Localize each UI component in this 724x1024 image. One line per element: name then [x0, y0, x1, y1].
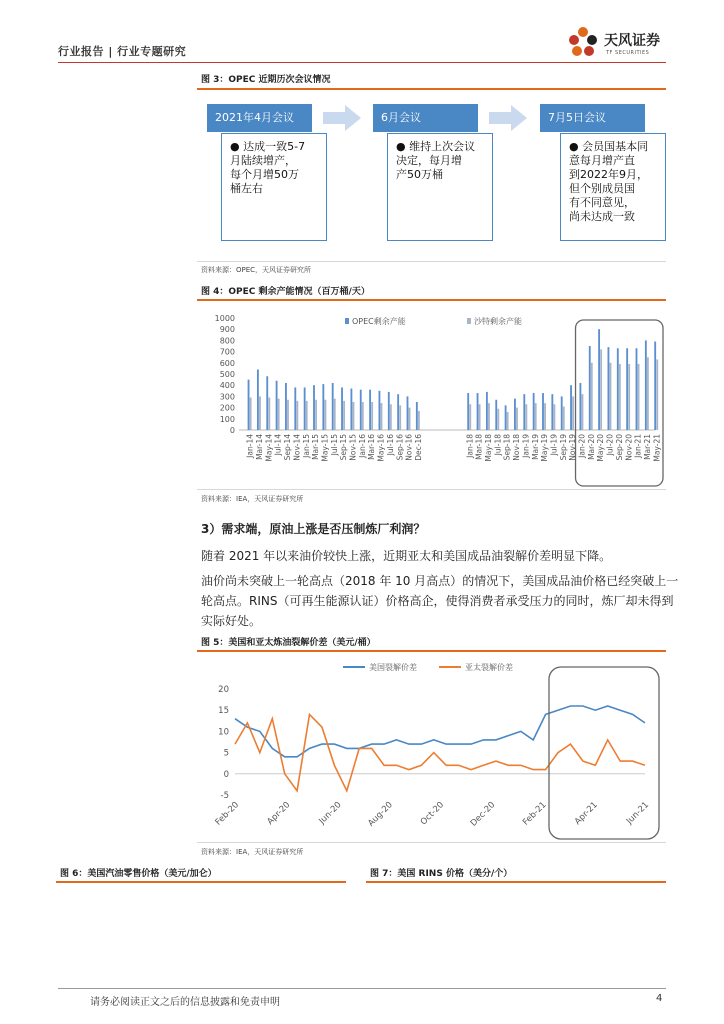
fig3-source: 资料来源：OPEC，天风证券研究所	[201, 266, 312, 274]
x-tick-label: Jan-19	[521, 434, 531, 458]
bar-1-3	[266, 376, 268, 430]
x-tick-label: Jul-19	[549, 434, 559, 456]
x-tick-label: Sep-20	[614, 434, 624, 461]
bar-2-40	[656, 359, 658, 430]
x-tick-label: Mar-14	[255, 434, 265, 460]
bar-2-38	[638, 364, 640, 430]
fig5-source: 资料来源：IEA，天风证券研究所	[201, 848, 304, 856]
x-tick-label: Mar-18	[474, 434, 484, 460]
y-tick-label: 300	[219, 392, 235, 402]
y-tick-label: 500	[219, 370, 235, 379]
bar-2-23	[497, 409, 499, 430]
fig7-title-rule	[366, 881, 666, 883]
bar-1-19	[416, 402, 418, 430]
fig4-bottom-rule	[197, 489, 666, 490]
bar-2-7	[306, 401, 308, 430]
bar-2-28	[544, 403, 546, 430]
bar-1-29	[551, 394, 553, 430]
x-tick-label: Jul-14	[273, 434, 283, 456]
fig6-title: 图 6：美国汽油零售价格（美元/加仑）	[60, 869, 217, 879]
flow-step-1-line-2: 月陆续增产，	[230, 154, 296, 167]
flow-step-2-line-2: 决定，每月增	[396, 154, 462, 167]
bar-2-6	[296, 401, 298, 430]
bar-1-14	[369, 390, 371, 430]
x-tick-label: Jan-20	[577, 434, 587, 458]
x-tick-label: Nov-18	[512, 434, 522, 461]
bar-1-37	[626, 348, 628, 430]
flow-step-3-head: 7月5日会议	[540, 104, 645, 132]
bar-1-11	[341, 387, 343, 430]
bar-2-27	[535, 403, 537, 430]
section-para-2-line-3: 实际好处。	[201, 614, 262, 628]
flow-step-1-line-1: ● 达成一致5-7	[230, 140, 306, 153]
x-tick-label: Jul-20	[605, 434, 615, 456]
x-tick-label: Jun-20	[317, 800, 344, 827]
x-tick-label: Nov-20	[624, 434, 634, 461]
x-tick-label: Sep-15	[339, 434, 349, 461]
bar-2-22	[488, 403, 490, 430]
y-tick-label: 600	[219, 358, 235, 368]
y-tick-label: 20	[218, 685, 229, 695]
series-line-2	[235, 714, 645, 790]
y-tick-label: 15	[218, 706, 229, 717]
x-tick-label: Apr-21	[572, 800, 600, 827]
bar-1-26	[523, 394, 525, 430]
legend-swatch-1	[345, 318, 349, 324]
legend-label-2: 沙特剩余产能	[474, 317, 522, 326]
bar-1-35	[608, 347, 610, 430]
bar-1-31	[570, 385, 572, 430]
bar-2-2	[259, 396, 261, 430]
y-tick-label: 900	[219, 325, 235, 335]
fig3-title-rule	[197, 88, 666, 90]
bar-1-21	[477, 393, 479, 430]
x-tick-label: Nov-19	[568, 434, 578, 461]
x-tick-label: Nov-15	[348, 434, 358, 461]
bar-2-4	[278, 399, 280, 430]
bar-1-34	[598, 329, 600, 430]
bar-1-24	[505, 405, 507, 430]
bar-2-29	[553, 404, 555, 430]
flow-arrow-1-icon	[323, 105, 361, 131]
bar-2-32	[582, 394, 584, 430]
flow-step-1-line-3: 每个月增50万	[230, 168, 299, 181]
legend-label-2: 亚太裂解价差	[465, 663, 513, 672]
bar-1-8	[313, 385, 315, 430]
bar-2-31	[572, 396, 574, 430]
x-tick-label: Dec-20	[468, 800, 498, 829]
x-tick-label: May-15	[320, 434, 330, 462]
flow-step-3-line-6: 尚未达成一致	[569, 210, 635, 223]
footer-disclaimer: 请务必阅读正文之后的信息披露和免责申明	[90, 997, 280, 1008]
x-tick-label: Mar-19	[530, 434, 540, 460]
bar-1-6	[294, 387, 296, 430]
flow-step-1-box	[221, 133, 327, 241]
fig3-bottom-rule	[197, 261, 666, 262]
bar-1-1	[248, 380, 250, 430]
bar-2-15	[381, 403, 383, 430]
x-tick-label: Sep-19	[558, 434, 568, 461]
x-tick-label: Jan-14	[245, 434, 255, 458]
x-tick-label: Sep-16	[395, 434, 405, 461]
section-heading: 3）需求端，原油上涨是否压制炼厂利润？	[201, 522, 426, 536]
y-tick-label: 5	[223, 748, 229, 759]
bar-2-11	[343, 401, 345, 430]
fig5-chart	[197, 653, 667, 841]
bar-1-25	[514, 399, 516, 430]
bar-2-25	[516, 408, 518, 430]
y-tick-label: 0	[223, 769, 229, 780]
bar-1-36	[617, 348, 619, 430]
fig7-title: 图 7：美国 RINS 价格（美分/个）	[370, 869, 513, 879]
footer-divider	[58, 988, 666, 989]
fig4-title-rule	[197, 299, 666, 301]
bar-2-26	[525, 404, 527, 430]
y-tick-label: 100	[219, 414, 235, 424]
bar-1-32	[579, 383, 581, 430]
bar-2-33	[591, 363, 593, 430]
x-tick-label: Jan-18	[465, 434, 475, 458]
x-tick-label: Sep-14	[283, 434, 293, 461]
y-tick-label: 1000	[214, 314, 235, 323]
bar-2-21	[479, 404, 481, 430]
bar-2-10	[334, 399, 336, 430]
bar-1-2	[257, 370, 259, 430]
x-tick-label: Mar-21	[642, 434, 652, 460]
bar-1-15	[379, 391, 381, 430]
bar-1-22	[486, 392, 488, 430]
fig5-title-rule	[197, 650, 666, 652]
x-tick-label: Jan-16	[357, 434, 367, 458]
x-tick-label: Aug-20	[366, 800, 395, 829]
legend-swatch-2	[467, 318, 471, 324]
bar-2-1	[250, 398, 252, 430]
bar-2-19	[418, 411, 420, 430]
bar-1-4	[276, 381, 278, 430]
x-tick-label: Oct-20	[418, 800, 447, 828]
bar-2-16	[390, 404, 392, 430]
bar-1-9	[322, 384, 324, 430]
flow-step-3-line-3: 到2022年9月，	[569, 168, 648, 181]
fig5-bottom-rule	[197, 842, 666, 843]
bar-1-7	[304, 387, 306, 430]
x-tick-label: Jul-16	[385, 434, 395, 456]
x-tick-label: May-18	[484, 434, 494, 462]
section-para-2-line-2: 轮高点。RINS（可再生能源认证）价格高企，使得消费者承受压力的同时，炼厂却未得到	[201, 594, 674, 608]
section-para-2-line-1: 油价尚未突破上一轮高点（2018 年 10 月高点）的情况下，美国成品油价格已经突破上一	[201, 574, 679, 588]
bar-1-33	[589, 346, 591, 430]
bar-2-30	[563, 406, 565, 430]
fig5-title: 图 5：美国和亚太炼油裂解价差（美元/桶）	[201, 638, 376, 648]
flow-step-2-box	[387, 133, 493, 241]
x-tick-label: Jan-15	[301, 434, 311, 458]
fig4-chart	[197, 302, 667, 488]
bar-2-13	[362, 402, 364, 430]
flow-step-2-line-1: ● 维持上次会议	[396, 140, 476, 153]
logo-flower-icon	[566, 24, 600, 60]
bar-2-35	[610, 363, 612, 430]
x-tick-label: Jul-18	[493, 434, 503, 456]
flow-step-3-line-4: 但个别成员国	[569, 182, 635, 195]
bar-2-9	[324, 400, 326, 430]
flow-step-3-line-2: 意每月增产直	[569, 154, 635, 167]
bar-1-30	[561, 396, 563, 430]
bar-2-12	[353, 402, 355, 430]
x-tick-label: May-14	[264, 434, 274, 462]
flow-arrow-2-icon	[489, 105, 527, 131]
fig4-title: 图 4：OPEC 剩余产能情况（百万桶/天）	[201, 287, 370, 297]
fig3-flowchart	[197, 95, 667, 260]
bar-1-39	[645, 340, 647, 430]
x-tick-label: May-21	[652, 434, 662, 462]
bar-2-24	[507, 412, 509, 430]
x-tick-label: Nov-16	[404, 434, 414, 461]
header-title: 行业报告 | 行业专题研究	[58, 45, 187, 58]
bar-1-5	[285, 383, 287, 430]
y-tick-label: 700	[219, 347, 235, 357]
bar-2-34	[600, 349, 602, 430]
x-tick-label: Mar-20	[586, 434, 596, 460]
bar-2-20	[469, 404, 471, 430]
bar-1-16	[388, 392, 390, 430]
x-tick-label: Jul-15	[329, 434, 339, 456]
fig6-title-rule	[56, 881, 346, 883]
section-para-1: 随着 2021 年以来油价较快上涨，近期亚太和美国成品油裂解价差明显下降。	[201, 549, 612, 563]
bar-1-10	[332, 383, 334, 430]
bar-2-39	[647, 357, 649, 430]
bar-1-38	[636, 348, 638, 430]
bar-1-18	[407, 396, 409, 430]
flow-step-2-head: 6月会议	[373, 104, 478, 132]
page-number: 4	[656, 993, 663, 1004]
logo-sub: TF SECURITIES	[606, 50, 650, 56]
x-tick-label: Sep-18	[502, 434, 512, 461]
flow-step-1-head: 2021年4月会议	[207, 104, 312, 132]
flow-step-3-box	[560, 133, 666, 241]
x-tick-label: Nov-14	[292, 434, 302, 461]
x-tick-label: Mar-16	[367, 434, 377, 460]
y-tick-label: 0	[229, 426, 235, 435]
logo-name: 天风证券	[604, 33, 660, 49]
x-tick-label: May-20	[596, 434, 606, 462]
flow-step-3-line-5: 有不同意见，	[569, 196, 635, 209]
bar-2-8	[315, 400, 317, 430]
bar-2-36	[619, 364, 621, 430]
x-tick-label: Feb-21	[521, 800, 549, 828]
bar-2-5	[287, 400, 289, 430]
bar-2-18	[409, 408, 411, 430]
y-tick-label: -5	[220, 791, 229, 801]
y-tick-label: 800	[219, 336, 235, 346]
bar-1-23	[495, 400, 497, 430]
bar-1-20	[467, 393, 469, 430]
legend-label-1: OPEC剩余产能	[352, 317, 406, 326]
flow-step-2-line-3: 产50万桶	[396, 168, 443, 181]
y-tick-label: 200	[219, 403, 235, 413]
bar-1-27	[533, 393, 535, 430]
bar-2-37	[628, 364, 630, 430]
legend-label-1: 美国裂解价差	[369, 663, 417, 672]
x-tick-label: May-19	[540, 434, 550, 462]
bar-1-28	[542, 393, 544, 430]
bar-1-40	[654, 342, 656, 430]
bar-2-3	[268, 398, 270, 430]
x-tick-label: Apr-20	[265, 800, 293, 827]
x-tick-label: Mar-15	[311, 434, 321, 460]
bar-2-17	[399, 405, 401, 430]
series-line-1	[235, 706, 645, 757]
x-tick-label: Jun-21	[624, 800, 652, 827]
bar-2-14	[371, 402, 373, 430]
fig4-source: 资料来源：IEA，天风证券研究所	[201, 495, 304, 503]
y-tick-label: 400	[219, 381, 235, 391]
x-tick-label: Feb-20	[213, 800, 242, 828]
x-tick-label: Jan-21	[633, 434, 643, 458]
x-tick-label: Dec-16	[413, 434, 423, 461]
x-tick-label: May-16	[376, 434, 386, 462]
bar-1-12	[350, 389, 352, 430]
header-divider	[58, 62, 666, 63]
brand-logo	[566, 24, 676, 60]
bar-1-13	[360, 390, 362, 430]
bar-1-17	[397, 394, 399, 430]
fig3-title: 图 3：OPEC 近期历次会议情况	[201, 75, 331, 85]
y-tick-label: 10	[218, 727, 229, 738]
flow-step-3-line-1: ● 会员国基本同	[569, 140, 649, 153]
flow-step-1-line-4: 桶左右	[230, 182, 263, 195]
